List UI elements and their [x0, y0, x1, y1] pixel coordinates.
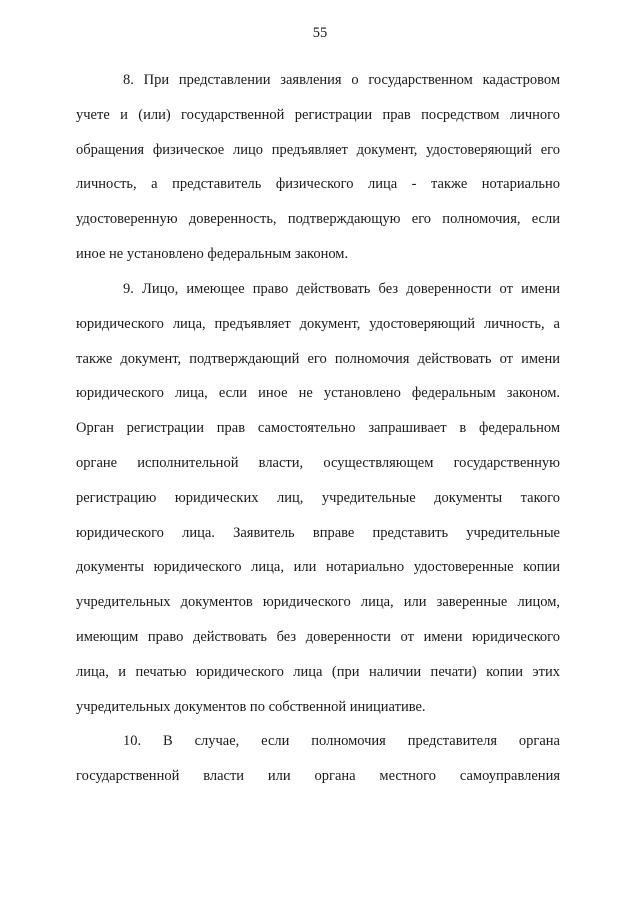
paragraph-line: 10. В случае, если полномочия представителя органа: [123, 733, 560, 749]
paragraph-line: юридического лица. Заявитель вправе представить учредительные: [76, 524, 560, 541]
paragraph-line: иное не установлено федеральным законом.: [76, 245, 349, 262]
paragraph-line: регистрацию юридических лиц, учредительные документы такого: [76, 489, 560, 506]
paragraph-line: обращения физическое лицо предъявляет документ, удостоверяющий его: [76, 141, 560, 158]
paragraph-line: документы юридического лица, или нотариально удостоверенные копии: [76, 559, 560, 576]
paragraph-line: 8. При представлении заявления о государственном кадастровом: [123, 72, 560, 88]
paragraph-line: имеющим право действовать без доверенности от имени юридического: [76, 628, 560, 645]
paragraph-8: [76, 63, 560, 272]
paragraph-line: Орган регистрации прав самостоятельно запрашивает в федеральном: [76, 420, 560, 437]
paragraph-line: юридического лица, если иное не установлено федеральным законом.: [76, 385, 560, 402]
paragraph-line: лица, и печатью юридического лица (при наличии печати) копии этих: [76, 663, 560, 680]
paragraph-line: юридического лица, предъявляет документ, удостоверяющий личность, а: [76, 315, 560, 332]
paragraph-line: учредительных документов юридического лица, или заверенные лицом,: [76, 594, 560, 611]
paragraph-line: 9. Лицо, имеющее право действовать без доверенности от имени: [123, 281, 560, 297]
paragraph-9: [76, 272, 560, 724]
paragraph-line: учете и (или) государственной регистрации прав посредством личного: [76, 106, 560, 123]
paragraph-line: учредительных документов по собственной инициативе.: [76, 698, 426, 715]
page-number: 55: [312, 25, 328, 41]
paragraph-line: личность, а представитель физического лица - также нотариально: [76, 176, 560, 193]
paragraph-line: удостоверенную доверенность, подтверждающую его полномочия, если: [76, 211, 560, 228]
paragraph-line: органе исполнительной власти, осуществляющем государственную: [76, 454, 560, 471]
paragraph-line: государственной власти или органа местного самоуправления: [76, 767, 560, 784]
paragraph-line: также документ, подтверждающий его полномочия действовать от имени: [76, 350, 560, 367]
paragraph-10: [76, 724, 560, 794]
